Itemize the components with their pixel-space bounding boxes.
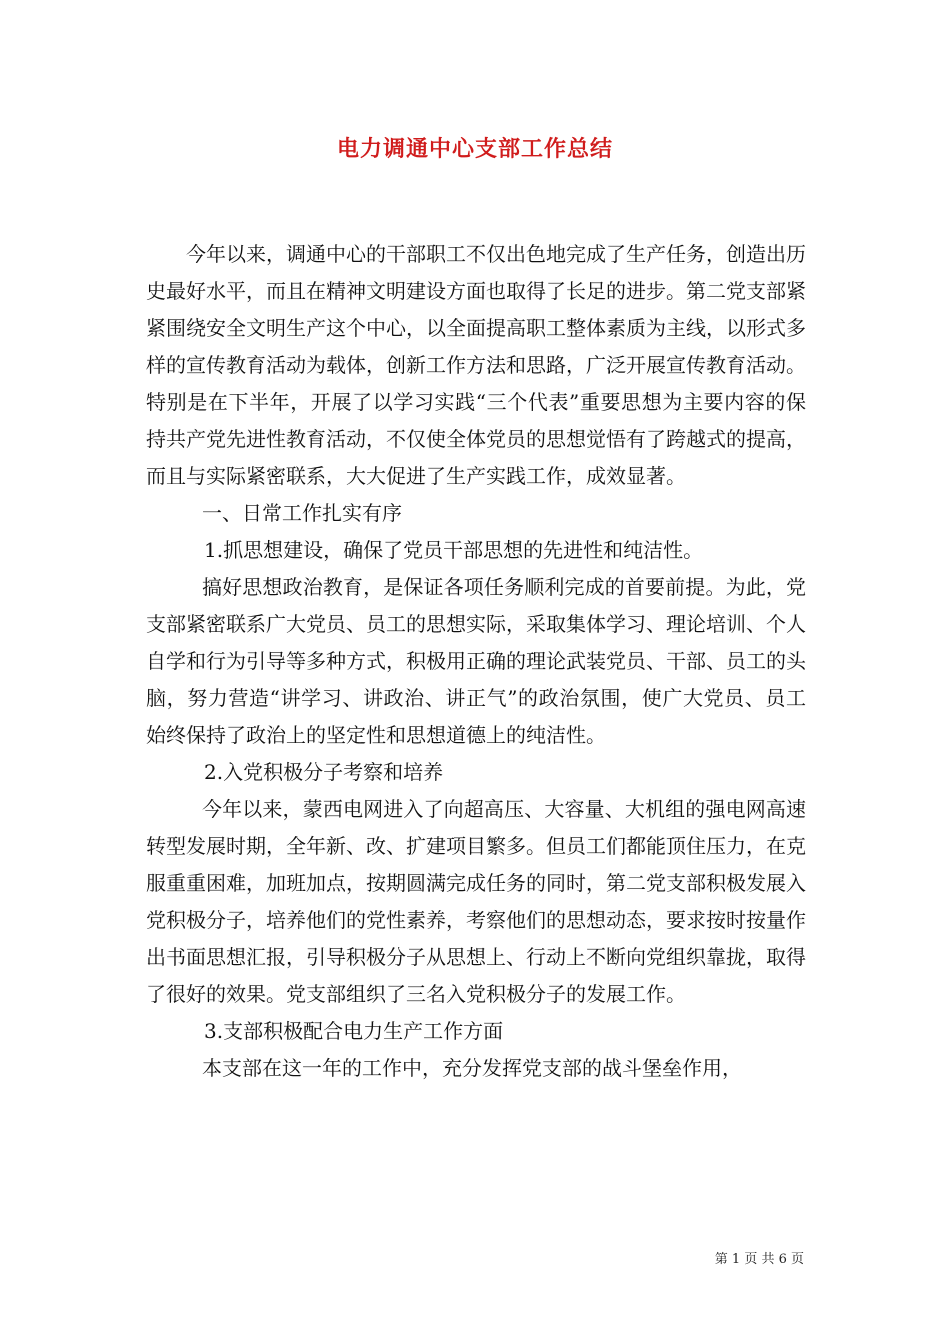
item-heading-3: 3.支部积极配合电力生产工作方面 — [204, 1019, 504, 1043]
paragraph-item-2: 今年以来，蒙西电网进入了向超高压、大容量、大机组的强电网高速转型发展时期，全年新、改、扩建项目繁多。但员工们都能顶住压力，在克服重重困难，加班加点，按期圆满完成任务的同时，第二党支部积极发展入党积极分子，培养他们的党性素养，考察他们的思想动态，要求按时按量作出书面思想汇报，引导积极分子从思想上、行动上不断向党组织靠拢，取得了很好的效果。党支部组织了三名入党积极分子的发展工作。 — [146, 797, 806, 1006]
item-heading-1: 1.抓思想建设，确保了党员干部思想的先进性和纯洁性。 — [204, 538, 704, 562]
page-indicator: 第 1 页 共 6 页 — [714, 1252, 804, 1267]
section-heading-1: 一、日常工作扎实有序 — [202, 501, 402, 525]
paragraph-intro: 今年以来，调通中心的干部职工不仅出色地完成了生产任务，创造出历史最好水平，而且在精神文明建设方面也取得了长足的进步。第二党支部紧紧围绕安全文明生产这个中心，以全面提高职工整体素质为主线，以形式多样的宣传教育活动为载体，创新工作方法和思路，广泛开展宣传教育活动。特别是在下半年，开展了以学习实践“三个代表”重要思想为主要内容的保持共产党先进性教育活动，不仅使全体党员的思想觉悟有了跨越式的提高，而且与实际紧密联系，大大促进了生产实践工作，成效显著。 — [146, 242, 806, 488]
paragraph-item-3: 本支部在这一年的工作中，充分发挥党支部的战斗堡垒作用， — [202, 1056, 742, 1080]
item-heading-2: 2.入党积极分子考察和培养 — [204, 760, 444, 784]
paragraph-item-1: 搞好思想政治教育，是保证各项任务顺利完成的首要前提。为此，党支部紧密联系广大党员、员工的思想实际，采取集体学习、理论培训、个人自学和行为引导等多种方式，积极用正确的理论武装党员、干部、员工的头脑，努力营造“讲学习、讲政治、讲正气”的政治氛围，使广大党员、员工始终保持了政治上的坚定性和思想道德上的纯洁性。 — [146, 575, 806, 747]
document-body — [146, 236, 806, 1087]
document-title: 电力调通中心支部工作总结 — [336, 136, 613, 162]
